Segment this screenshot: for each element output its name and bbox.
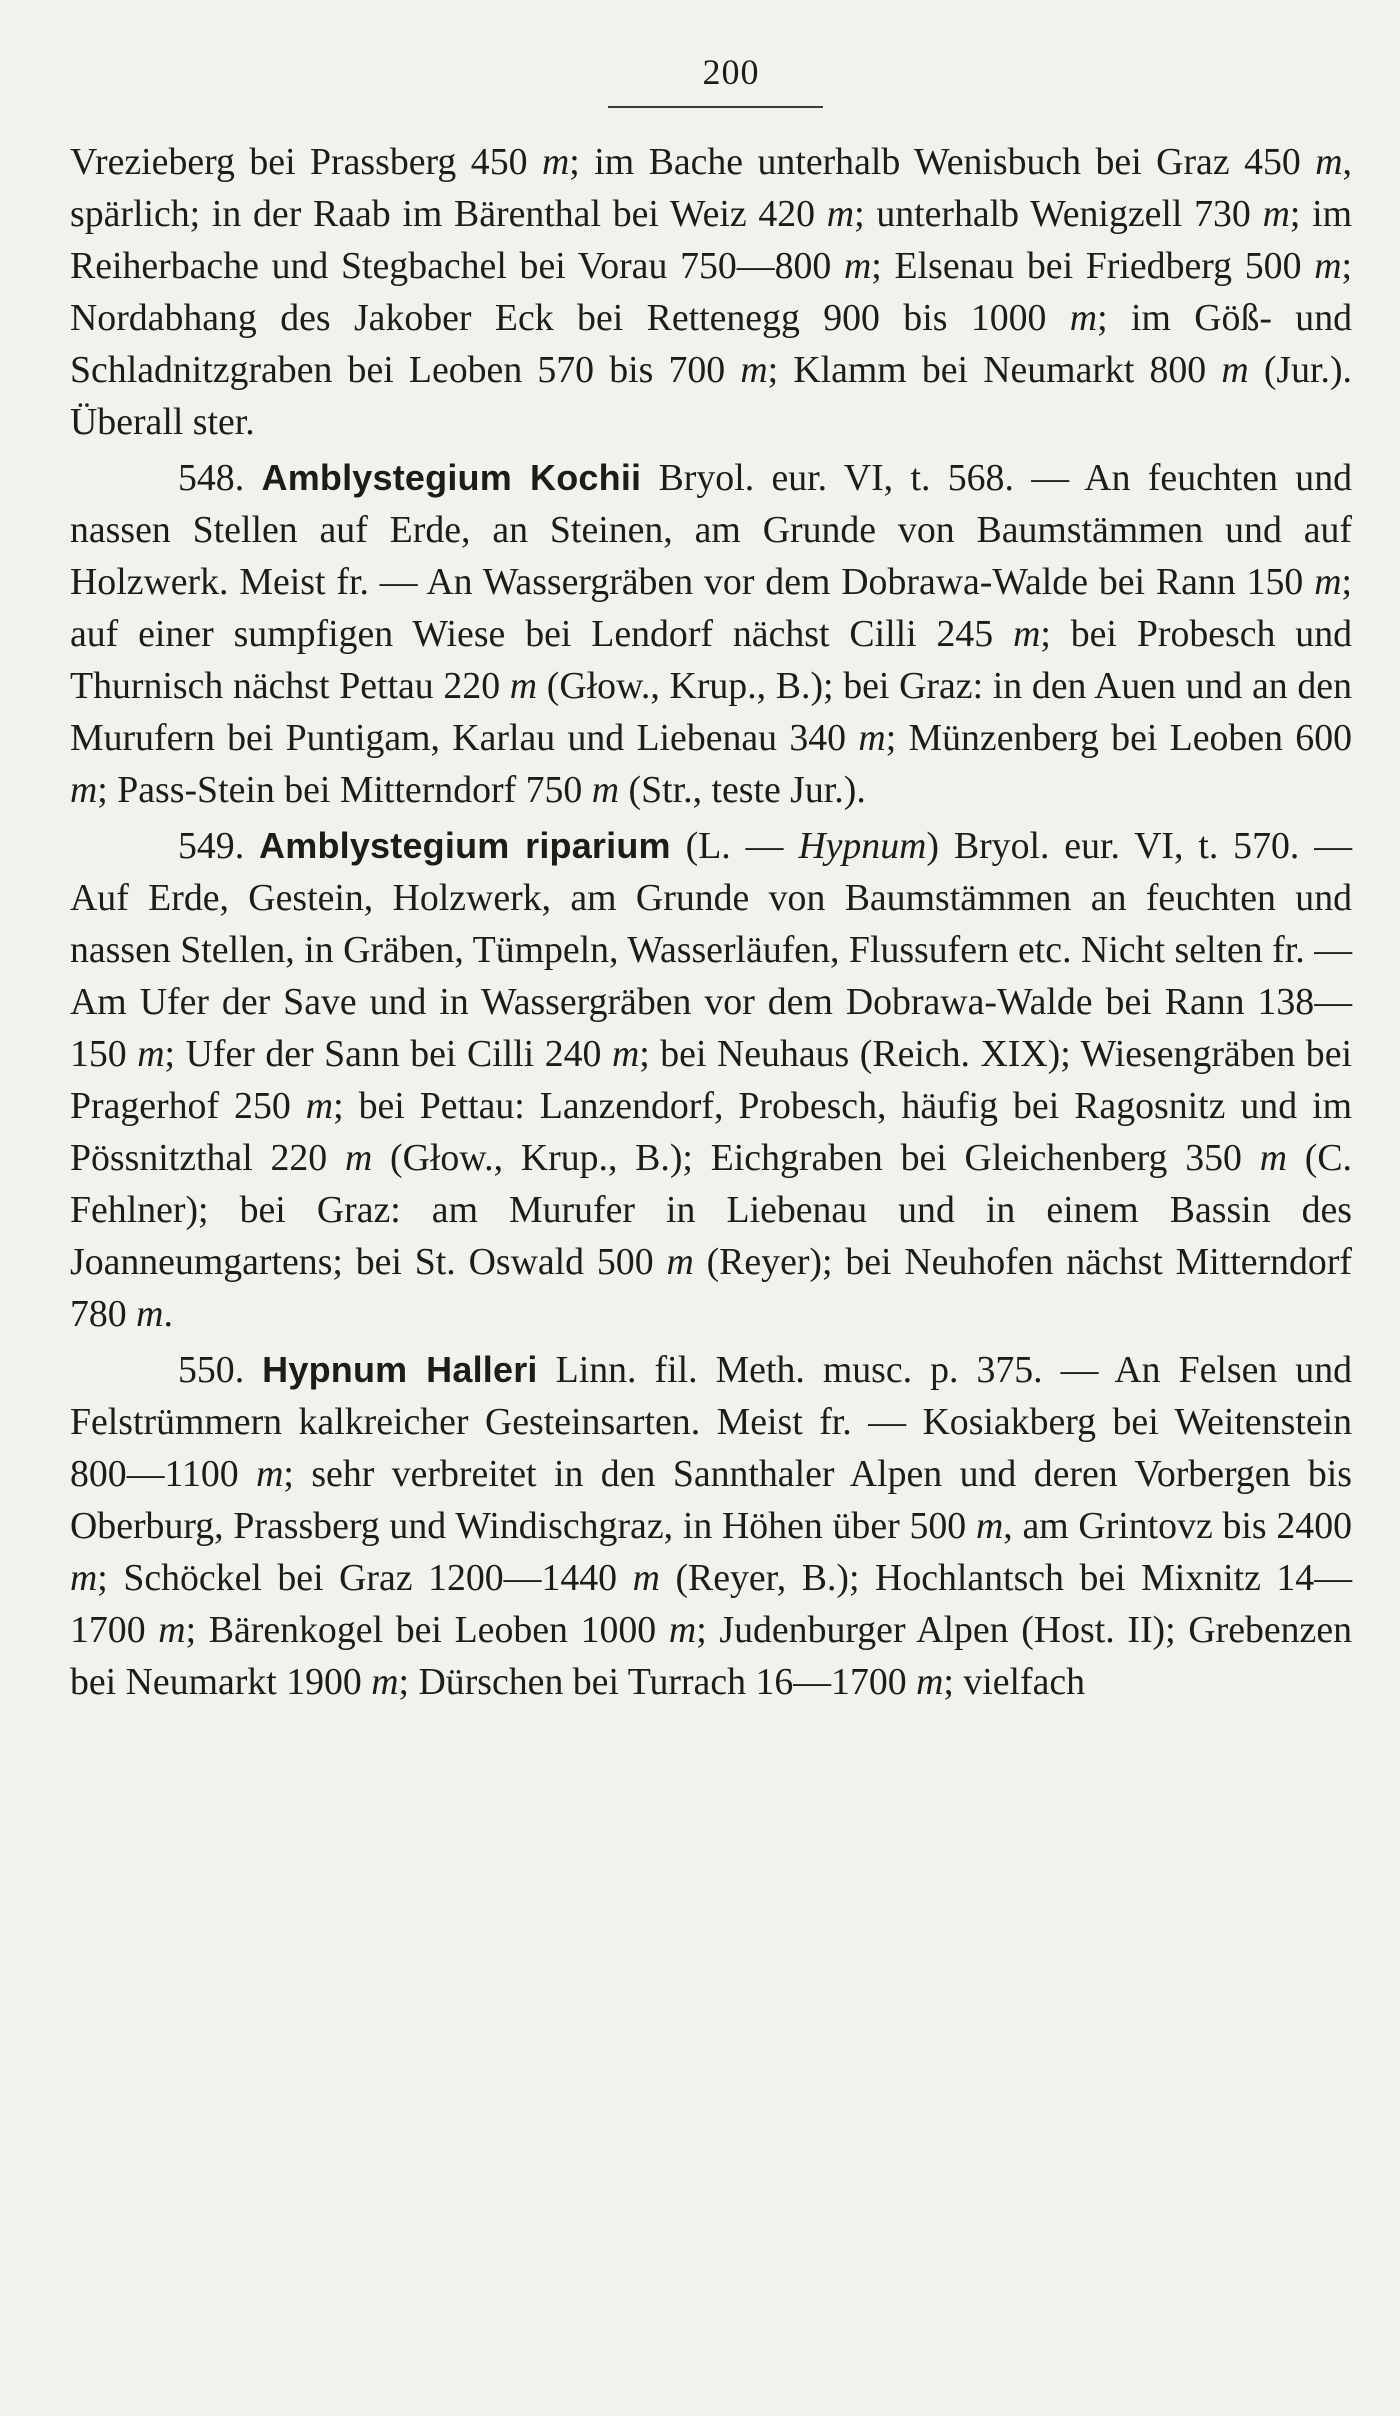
species-name: Hypnum Halleri [262,1349,538,1390]
text-run: ; Dürschen bei Turrach 16—1700 [398,1661,917,1703]
page-content [70,50,1352,1708]
text-run: ; im Bache unterhalb Wenisbuch bei Graz 450 [569,141,1316,183]
italic-text: m [1315,141,1343,183]
italic-text: m [632,1557,660,1599]
italic-text: Hypnum [798,825,927,867]
text-run: ; auf einer sumpfigen Wiese bei Lendorf nächst Cilli 245 [70,561,1352,655]
text-run: Linn. fil. Meth. musc. p. 375. — An Felsen und Felstrümmern kalkreicher Gesteinsarten. Meist fr. — Kosiakberg bei Weitenstein 800—1100 [70,1349,1352,1495]
italic-text: m [1314,245,1342,287]
text-run: ; bei Neuhaus (Reich. XIX); Wiesengräben bei Pragerhof 250 [70,1033,1352,1127]
italic-text: m [256,1453,284,1495]
italic-text: m [858,717,886,759]
text-run: (Reyer); bei Neuhofen nächst Mitterndorf 780 [70,1241,1353,1335]
italic-text: m [1013,613,1041,655]
text-run: ; vielfach [943,1661,1086,1703]
text-run: ; unterhalb Wenigzell 730 [854,193,1263,235]
italic-text: m [70,1557,98,1599]
text-run: ) Bryol. eur. VI, t. 570. — Auf Erde, Gestein, Holzwerk, am Grunde von Baumstämmen an feuchten und nassen Stellen, in Gräben, Tümpeln, Wasserläufen, Flussufern etc. Nicht selten fr. — Am Ufer der Save und in Wassergräben vor dem Dobrawa-Walde bei Rann 138—150 [70,825,1352,1075]
italic-text: m [1221,349,1249,391]
italic-text: m [1259,1137,1287,1179]
italic-text: m [611,1033,640,1075]
page-number: 200 [702,52,760,92]
italic-text: m [740,349,768,391]
italic-text: m [826,193,855,235]
italic-text: m [509,665,538,707]
text-run: ; bei Pettau: Lanzendorf, Probesch, häufig bei Ragosnitz und im Pössnitzthal 220 [70,1085,1353,1179]
text-run: Vrezieberg bei Prassberg 450 [70,141,542,183]
header-rule [608,106,823,108]
text-run: (Str., teste Jur.). [619,769,866,811]
italic-text: m [666,1241,694,1283]
italic-text: m [1314,561,1342,603]
text-run: (L. — [670,825,799,867]
text-run: Bryol. eur. VI, t. 568. — An feuchten und nassen Stellen auf Erde, an Steinen, am Grunde von Baumstämmen und auf Holzwerk. Meist fr. — An Wassergräben vor dem Dobrawa-Walde bei Rann 150 [70,457,1352,603]
paragraph-continuation [70,136,1352,448]
italic-text: m [1069,297,1098,339]
text-run: 550. [178,1349,263,1391]
species-entry-548 [70,452,1352,816]
text-run: ; Bärenkogel bei Leoben 1000 [185,1609,669,1651]
italic-text: m [158,1609,186,1651]
italic-text: m [975,1505,1004,1547]
text-run: (C. Fehlner); bei Graz: am Murufer in Liebenau und in einem Bassin des Joanneumgartens; bei St. Oswald 500 [70,1137,1353,1283]
text-run: (Jur.). Überall ster. [70,349,1352,443]
italic-text: m [844,245,872,287]
text-run: (Głow., Krup., B.); Eichgraben bei Gleichenberg 350 [372,1137,1260,1179]
species-name: Amblystegium Kochii [261,457,642,498]
italic-text: m [371,1661,399,1703]
italic-text: m [668,1609,697,1651]
italic-text: m [305,1085,334,1127]
text-run: ; Nordabhang des Jakober Eck bei Rettenegg 900 bis 1000 [70,245,1352,339]
italic-text: m [70,769,98,811]
text-run: 548. [178,457,262,499]
italic-text: m [916,1661,944,1703]
text-run: ; im Reiherbache und Stegbachel bei Vorau 750—800 [70,193,1352,287]
italic-text: m [591,769,620,811]
italic-text: m [344,1137,373,1179]
text-run: 549. [178,825,260,867]
text-run: ; Münzenberg bei Leoben 600 [885,717,1352,759]
text-run: (Głow., Krup., B.); bei Graz: in den Auen und an den Murufern bei Puntigam, Karlau und Liebenau 340 [70,665,1352,759]
text-run: ; bei Probesch und Thurnisch nächst Pettau 220 [70,613,1352,707]
text-run: ; Elsenau bei Friedberg 500 [871,245,1315,287]
species-entry-550 [70,1344,1352,1708]
italic-text: m [1262,193,1290,235]
text-run: ; im Göß- und Schladnitzgraben bei Leoben 570 bis 700 [70,297,1353,391]
text-run: ; Schöckel bei Graz 1200—1440 [97,1557,633,1599]
species-entry-549 [70,820,1352,1340]
text-run: (Reyer, B.); Hochlantsch bei Mixnitz 14—1700 [70,1557,1352,1651]
text-run: ; Pass-Stein bei Mitterndorf 750 [97,769,592,811]
species-name: Amblystegium riparium [259,825,671,866]
text-run: ; Judenburger Alpen (Host. II); Grebenzen bei Neumarkt 1900 [70,1609,1352,1703]
text-run: ; Klamm bei Neumarkt 800 [767,349,1222,391]
text-run: , spärlich; in der Raab im Bärenthal bei Weiz 420 [70,141,1352,235]
text-run: ; Ufer der Sann bei Cilli 240 [164,1033,612,1075]
italic-text: m [137,1033,165,1075]
italic-text: m [136,1293,164,1335]
italic-text: m [541,141,570,183]
text-run: ; sehr verbreitet in den Sannthaler Alpen und deren Vorbergen bis Oberburg, Prassberg und Windischgraz, in Höhen über 500 [70,1453,1352,1547]
text-run: , am Grintovz bis 2400 [1003,1505,1353,1547]
text-run: . [163,1293,173,1335]
